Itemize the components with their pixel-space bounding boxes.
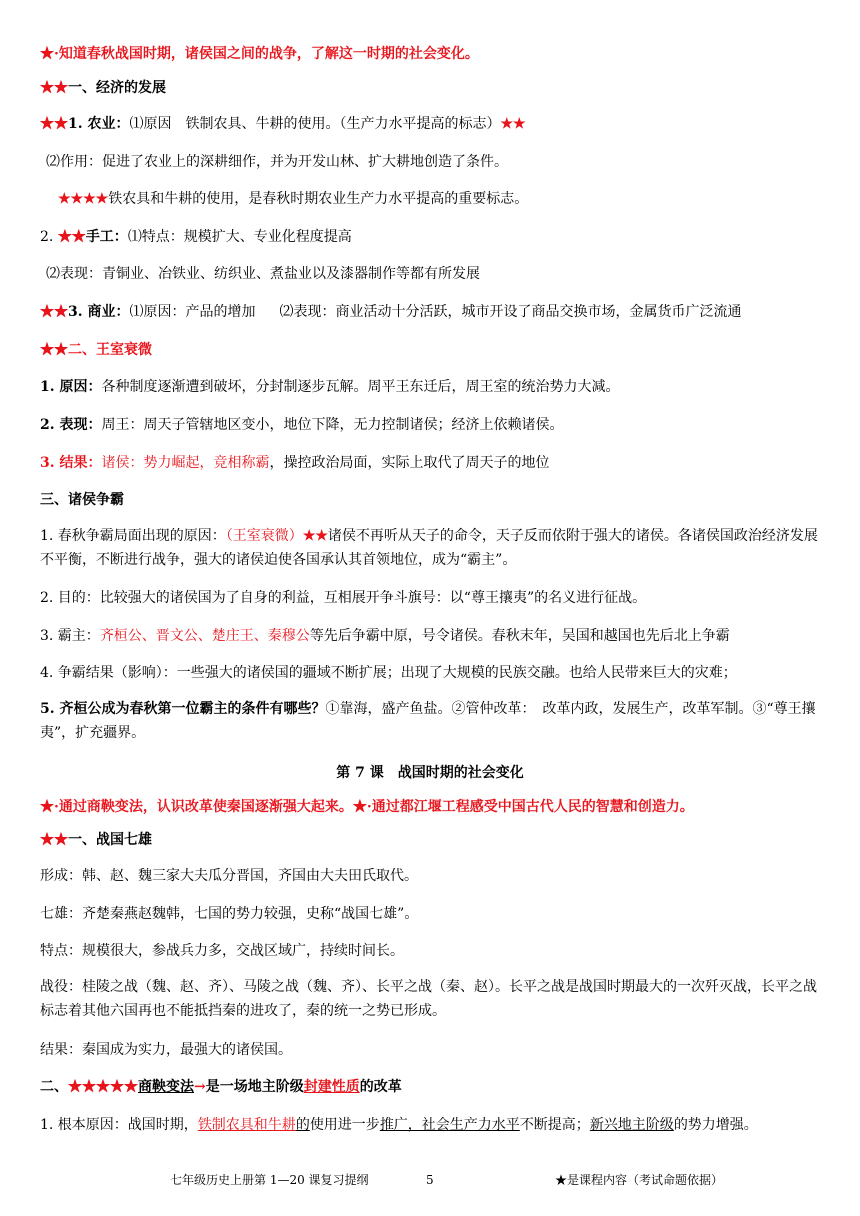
item-text-underline: 新兴地主阶级 [589, 1117, 674, 1133]
heading-royal-decline [40, 340, 826, 360]
item-text: 各种制度逐渐遭到破坏，分封制逐步瓦解。周平王东迁后，周王室的统治势力大减。 [101, 379, 620, 395]
item-text: 1. 根本原因：战国时期， [40, 1117, 198, 1133]
item-label: 手工： [85, 229, 128, 245]
item-text: 使用进一步 [309, 1117, 380, 1133]
heading-text: 一、经济的发展 [68, 80, 166, 96]
star-mark: ★★ [57, 229, 86, 245]
item-text: ⑴原因：产品的增加 [129, 304, 256, 320]
star-mark: ★★ [40, 116, 68, 132]
reform-root-cause [40, 1115, 826, 1135]
item-num: 2. [40, 229, 58, 245]
star-mark: ★★ [302, 528, 328, 544]
heading-economy [40, 78, 826, 98]
heading-text-underline: 封建性质 [303, 1079, 360, 1095]
hegemony-result: 4. 争霸结果（影响）：一些强大的诸侯国的疆域不断扩展；出现了大规模的民族交融。也给人民带来巨大的灾难； [40, 665, 737, 681]
arrow-icon: → [194, 1079, 206, 1095]
item-text-underline: 推广，社会生产力水平 [379, 1117, 520, 1133]
heading-text: 的改革 [359, 1079, 402, 1095]
royal-show [40, 415, 826, 435]
craft-line [40, 227, 826, 247]
heading-text: 二、王室衰微 [68, 342, 152, 358]
item-text-red: 诸侯：势力崛起，竞相称霸 [101, 455, 270, 471]
question-text: 5. 齐桓公成为春秋第一位霸主的条件有哪些？ [40, 701, 326, 717]
star-mark: ★★ [40, 80, 68, 96]
star-mark: ★★★★★ [68, 1079, 138, 1095]
heading-num: 二、 [40, 1079, 68, 1095]
note-text: 铁农具和牛耕的使用，是春秋时期农业生产力水平提高的重要标志。 [108, 191, 529, 207]
agriculture-effect: ⑵作用：促进了农业上的深耕细作，并为开发山林、扩大耕地创造了条件。 [46, 154, 508, 170]
item-text-red: （王室衰微） [225, 528, 303, 544]
heading-seven-states [40, 830, 826, 850]
item-text: ⑴特点：规模扩大、专业化程度提高 [127, 229, 352, 245]
item-label: 1. 农业： [68, 116, 130, 132]
seven-result: 结果：秦国成为实力，最强大的诸侯国。 [40, 1042, 292, 1058]
item-label: 3. 商业： [68, 304, 130, 320]
star-mark: ★★ [40, 304, 68, 320]
item-text: 等先后争霸中原，号令诸侯。春秋末年，吴国和越国也先后北上争霸 [309, 628, 730, 644]
heading-hegemony: 三、诸侯争霸 [40, 492, 124, 508]
agriculture-line [40, 114, 826, 134]
royal-cause [40, 377, 826, 397]
star-mark: ★★ [500, 116, 526, 132]
item-text: 不断提高； [519, 1117, 590, 1133]
footer-note: ★是课程内容（考试命题依据） [555, 1173, 724, 1187]
hegemony-question [40, 697, 826, 745]
item-text: 3. 霸主： [40, 628, 100, 644]
seven-feature: 特点：规模很大，参战兵力多，交战区域广，持续时间长。 [40, 943, 404, 959]
item-text: 1. 春秋争霸局面出现的原因： [40, 528, 226, 544]
seven-battles: 战役：桂陵之战（魏、赵、齐）、马陵之战（魏、齐）、长平之战（秦、赵）。长平之战是战国时期最大的一次歼灭战，长平之战标志着其他六国再也不能抵挡秦的进攻了，秦的统一之势已形成。 [40, 979, 817, 1019]
royal-result [40, 453, 826, 473]
hegemony-overlords [40, 626, 826, 646]
heading-shang-yang-reform [40, 1077, 826, 1097]
heading-text: 一、战国七雄 [68, 832, 152, 848]
item-label: 1. 原因： [40, 379, 102, 395]
item-text: 诸侯不再听从天子的命令，天子反而依附于强大的诸侯。各诸侯国政治经济发展不平衡，不断进行战争，强大的诸侯迫使各国承认其首领地位，成为“霸主”。 [40, 528, 818, 568]
seven-states: 七雄：齐楚秦燕赵魏韩，七国的势力较强，史称“战国七雄”。 [40, 906, 419, 922]
reform-name: 商鞅变法 [138, 1079, 194, 1095]
hegemony-cause [40, 524, 826, 572]
commerce-line [40, 302, 826, 322]
star-mark: ★★ [40, 342, 68, 358]
answer-text: ①靠海，盛产鱼盐。②管仲改革： 改革内政，发展生产，改革军制。③“尊王攘夷”，扩充疆界。 [40, 701, 816, 741]
footer-title: 七年级历史上册第 1—20 课复习提纲 [170, 1173, 369, 1187]
lesson7-title: 第 7 课 战国时期的社会变化 [336, 765, 524, 781]
star-mark: ★★★★ [58, 191, 109, 207]
item-text: 的 [295, 1117, 310, 1133]
seven-formation: 形成：韩、赵、魏三家大夫瓜分晋国，齐国由大夫田氏取代。 [40, 868, 418, 884]
agriculture-note [58, 189, 844, 209]
star-mark: ★★ [40, 832, 68, 848]
item-text: ，操控政治局面，实际上取代了周天子的地位 [269, 455, 550, 471]
page-number: 5 [426, 1173, 434, 1187]
section-goal: ★·知道春秋战国时期，诸侯国之间的战争，了解这一时期的社会变化。 [40, 46, 479, 62]
item-label: 3. 结果： [40, 455, 102, 471]
heading-text: 是一场地主阶级 [205, 1079, 304, 1095]
lesson7-goal: ★·通过商鞅变法，认识改革使秦国逐渐强大起来。★·通过都江堰工程感受中国古代人民的智慧和创造力。 [40, 799, 694, 815]
item-text: ⑵表现：商业活动十分活跃，城市开设了商品交换市场，金属货币广泛流通 [279, 304, 742, 320]
item-text: 的势力增强。 [673, 1117, 758, 1133]
item-label: 2. 表现： [40, 417, 102, 433]
hegemony-purpose: 2. 目的：比较强大的诸侯国为了自身的利益，互相展开争斗旗号：以“尊王攘夷”的名义进行征战。 [40, 590, 647, 606]
item-text-red: 齐桓公、晋文公、楚庄王、秦穆公 [99, 628, 310, 644]
item-text: 周王：周天子管辖地区变小，地位下降，无力控制诸侯；经济上依赖诸侯。 [101, 417, 564, 433]
item-text: ⑴原因 铁制农具、牛耕的使用。（生产力水平提高的标志） [129, 116, 501, 132]
item-text-red: 铁制农具和牛耕 [197, 1117, 296, 1133]
craft-show: ⑵表现：青铜业、冶铁业、纺织业、煮盐业以及漆器制作等都有所发展 [46, 266, 480, 282]
